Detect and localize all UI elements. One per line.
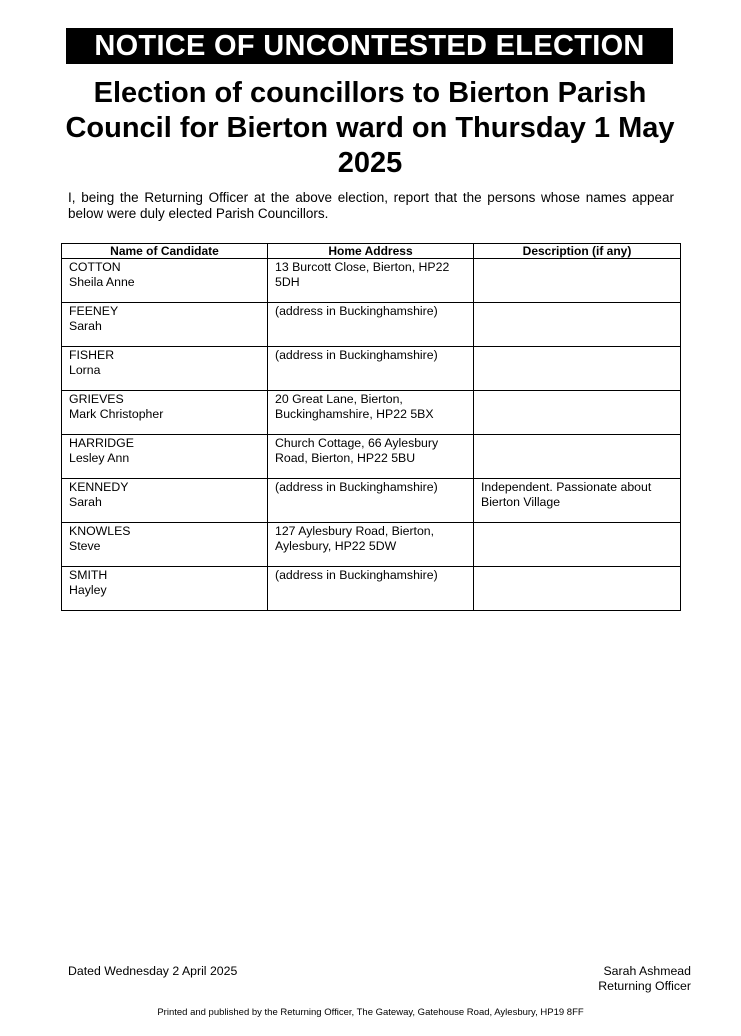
candidate-forenames: Sheila Anne (69, 275, 135, 289)
candidate-address: 127 Aylesbury Road, Bierton, Aylesbury, HP22 5DW (268, 523, 474, 567)
candidate-name-cell (62, 259, 268, 303)
table-row (62, 303, 681, 347)
candidates-table (61, 243, 681, 611)
candidate-name-cell (62, 391, 268, 435)
candidate-address: (address in Buckinghamshire) (268, 479, 474, 523)
candidate-name-cell (62, 347, 268, 391)
table-row (62, 479, 681, 523)
table-row (62, 435, 681, 479)
candidate-forenames: Hayley (69, 583, 107, 597)
candidate-address: (address in Buckinghamshire) (268, 303, 474, 347)
table-row (62, 567, 681, 611)
candidate-surname: KENNEDY (69, 480, 129, 494)
candidate-name-cell (62, 303, 268, 347)
candidate-forenames: Lorna (69, 363, 101, 377)
dated-line: Dated Wednesday 2 April 2025 (68, 964, 238, 978)
notice-banner: NOTICE OF UNCONTESTED ELECTION (66, 28, 673, 64)
candidate-address: 13 Burcott Close, Bierton, HP22 5DH (268, 259, 474, 303)
candidate-surname: KNOWLES (69, 524, 131, 538)
header-name: Name of Candidate (62, 244, 268, 259)
candidate-forenames: Sarah (69, 495, 102, 509)
candidate-surname: GRIEVES (69, 392, 124, 406)
officer-signature-block (598, 964, 691, 994)
table-row (62, 259, 681, 303)
candidate-surname: FISHER (69, 348, 115, 362)
candidate-address: Church Cottage, 66 Aylesbury Road, Bierton, HP22 5BU (268, 435, 474, 479)
candidate-description (474, 303, 681, 347)
candidate-description (474, 567, 681, 611)
candidate-address: 20 Great Lane, Bierton, Buckinghamshire, HP22 5BX (268, 391, 474, 435)
table-row (62, 347, 681, 391)
candidate-surname: HARRIDGE (69, 436, 134, 450)
candidate-address: (address in Buckinghamshire) (268, 347, 474, 391)
candidate-name-cell (62, 523, 268, 567)
candidate-name-cell (62, 435, 268, 479)
candidate-forenames: Steve (69, 539, 101, 553)
imprint-line: Printed and published by the Returning Officer, The Gateway, Gatehouse Road, Aylesbury, HP19 8FF (157, 1007, 584, 1018)
candidate-surname: COTTON (69, 260, 121, 274)
candidate-description: Independent. Passionate about Bierton Village (474, 479, 681, 523)
officer-name: Sarah Ashmead (603, 964, 691, 978)
candidate-description (474, 435, 681, 479)
candidate-description (474, 391, 681, 435)
candidate-description (474, 259, 681, 303)
candidate-description (474, 523, 681, 567)
table-header-row (62, 244, 681, 259)
candidate-forenames: Lesley Ann (69, 451, 130, 465)
officer-role: Returning Officer (598, 979, 691, 993)
candidate-forenames: Mark Christopher (69, 407, 164, 421)
candidate-name-cell (62, 567, 268, 611)
candidate-name-cell (62, 479, 268, 523)
candidate-description (474, 347, 681, 391)
candidate-forenames: Sarah (69, 319, 102, 333)
header-description: Description (if any) (474, 244, 681, 259)
intro-paragraph: I, being the Returning Officer at the above election, report that the persons whose names appear below were duly elected Parish Councillors. (68, 190, 674, 221)
table-row (62, 523, 681, 567)
candidate-surname: SMITH (69, 568, 108, 582)
table-row (62, 391, 681, 435)
header-address: Home Address (268, 244, 474, 259)
candidate-address: (address in Buckinghamshire) (268, 567, 474, 611)
election-title: Election of councillors to Bierton Parish Council for Bierton ward on Thursday 1 May 2025 (65, 77, 675, 179)
candidate-surname: FEENEY (69, 304, 119, 318)
